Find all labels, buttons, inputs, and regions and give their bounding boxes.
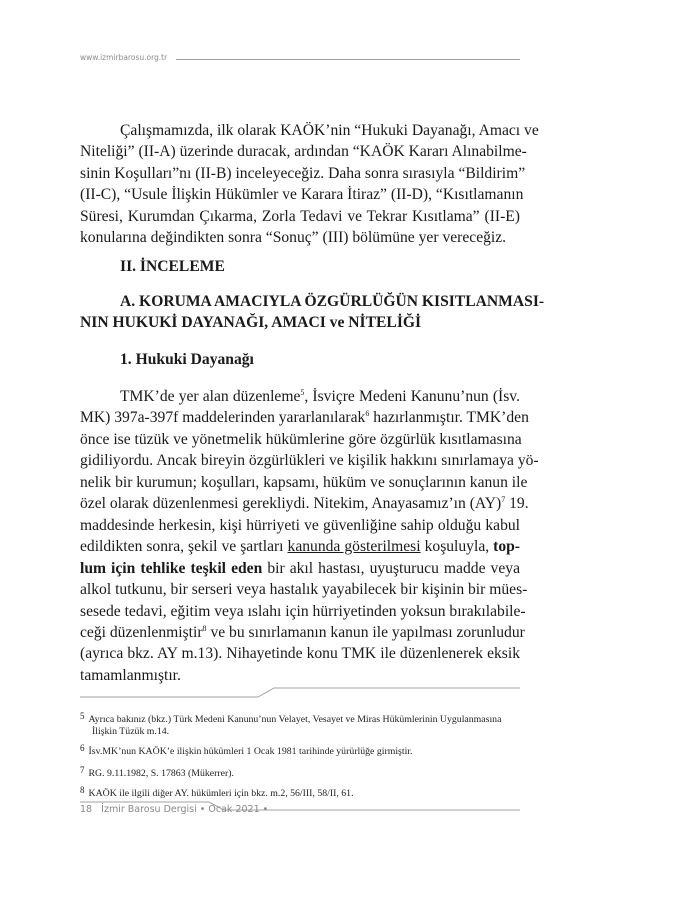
footnote-8 <box>80 784 354 800</box>
text-run: nelik bir kurumun; koşulları, kapsamı, hüküm ve sonuçlarının kanun ile <box>80 473 528 491</box>
text-run: Çalışmamızda, ilk olarak KAÖK’nin “Hukuki Dayanağı, Amacı ve <box>120 122 539 139</box>
text-run: koşuluyla, <box>420 538 494 556</box>
header-site-url: www.izmirbarosu.org.tr <box>80 53 168 62</box>
text-run: MK) 397a-397f maddelerinden yararlanılarak <box>80 409 366 427</box>
footnote-separator <box>80 688 520 697</box>
text-run: TMK’de yer alan düzenleme <box>120 388 301 405</box>
text-run: 19. <box>505 495 529 513</box>
text-run: (II-C), “Usule İlişkin Hükümler ve Karara İtiraz” (II-D), “Kısıtlamanın <box>80 186 524 204</box>
footnote-number: 6 <box>80 743 85 753</box>
footnote-text: RG. 9.11.1982, S. 17863 (Mükerrer). <box>88 768 234 779</box>
footnote-text: KAÖK ile ilgili diğer AY. hükümleri için bkz. m.2, 56/III, 58/II, 61. <box>88 788 354 799</box>
text-run: edildikten sonra, şekil ve şartları <box>80 538 288 556</box>
heading-hukuki-dayanagi: 1. Hukuki Dayanağı <box>120 351 254 368</box>
page-number: 18 <box>80 804 93 815</box>
text-run: konularına değindikten sonra “Sonuç” (III) bölümüne yer vereceğiz. <box>80 229 507 246</box>
footnote-text: İlişkin Tüzük m.14. <box>92 726 170 737</box>
text-run: lum için tehlike teşkil eden <box>80 559 263 577</box>
heading-inceleme: II. İNCELEME <box>120 258 225 275</box>
text-run: (ayrıca bkz. AY m.13). Nihayetinde konu TMK ile düzenlenerek eksik <box>80 645 520 663</box>
footnote-text: Ayrıca bakınız (bkz.) Türk Medeni Kanunu’nun Velayet, Vesayet ve Miras Hükümlerinin Uygulanmasına <box>88 714 502 725</box>
text-run: , İsviçre Medeni Kanunu’nun (İsv. <box>304 388 520 405</box>
text-run: maddesinde herkesin, kişi hürriyeti ve güvenliğine sahip olduğu kabul <box>80 516 520 534</box>
footnote-ref[interactable]: 5 <box>300 388 305 397</box>
text-run: sinin Koşulları”nı (II-B) inceleyeceğiz. Daha sonra sırasıyla “Bildirim” <box>80 164 526 182</box>
text-run: top- <box>493 538 520 556</box>
footnote-number: 7 <box>80 765 85 775</box>
footnote-text: İsv.MK’nun KAÖK’e ilişkin hükümleri 1 Ocak 1981 tarihinde yürürlüğe girmiştir. <box>88 746 413 757</box>
text-run: özel olarak düzenlenmesi gerekliydi. Nitekim, Anayasamız’ın (AY) <box>80 495 502 513</box>
heading-a-line2: NIN HUKUKİ DAYANAĞI, AMACI ve NİTELİĞİ <box>80 314 422 331</box>
text-run: önce ise tüzük ve yönetmelik hükümlerine göre özgürlük kısıtlamasına <box>80 430 522 448</box>
text-run: alkol tutkunu, bir serseri veya hastalık yayabilecek bir kişinin bir mües- <box>80 581 528 599</box>
footnote-5 <box>92 725 169 738</box>
journal-name: İzmir Barosu Dergisi • Ocak 2021 • <box>101 804 269 815</box>
text-run: bir akıl hastası, uyuşturucu madde veya <box>262 559 520 577</box>
text-run: sesede tedavi, eğitim veya ıslahı için hürriyetinden yoksun bırakılabile- <box>80 602 526 620</box>
footnote-number: 5 <box>80 711 85 721</box>
footnote-5 <box>80 710 501 726</box>
text-run: Niteliği” (II-A) üzerinde duracak, ardından “KAÖK Kararı Alınabilme- <box>80 143 527 161</box>
text-run: ceği düzenlenmiştir <box>80 623 203 641</box>
footnote-7 <box>80 764 234 780</box>
footnote-ref[interactable]: 6 <box>365 409 370 419</box>
text-run: kanunda gösterilmesi <box>287 538 421 556</box>
footnote-ref[interactable]: 7 <box>501 495 506 505</box>
text-run: hazırlanmıştır. TMK’den <box>369 409 529 427</box>
text-run: Süresi, Kurumdan Çıkarma, Zorla Tedavi ve Tekrar Kısıtlama” (II-E) <box>80 207 520 225</box>
footnote-ref[interactable]: 8 <box>202 623 207 633</box>
text-run: ve bu sınırlamanın kanun ile yapılması zorunludur <box>206 623 525 641</box>
text-run: tamamlanmıştır. <box>80 666 181 684</box>
heading-a-line1: A. KORUMA AMACIYLA ÖZGÜRLÜĞÜN KISITLANMASI- <box>120 293 545 310</box>
footnote-6 <box>80 742 412 758</box>
text-run: gidiliyordu. Ancak bireyin özgürlükleri ve kişilik hakkını sınırlamaya yö- <box>80 452 539 470</box>
page-footer <box>80 804 268 815</box>
footnote-number: 8 <box>80 785 85 795</box>
